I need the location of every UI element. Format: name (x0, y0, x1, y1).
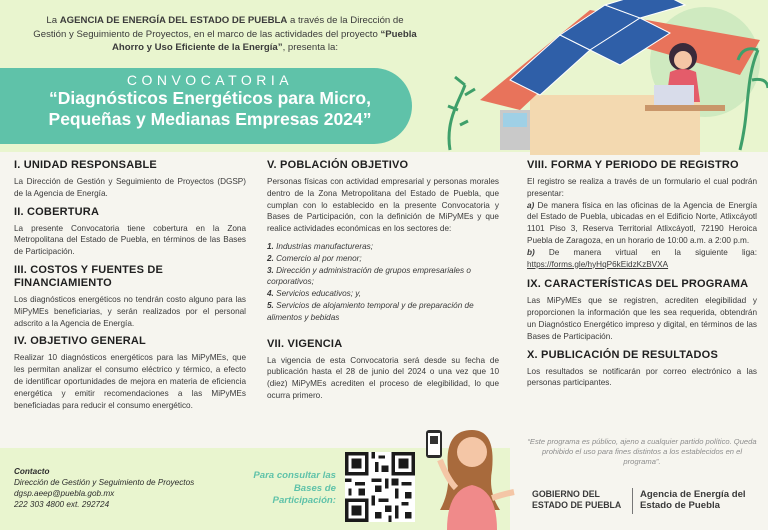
list-item: 2. Comercio al por menor; (267, 253, 362, 263)
section-poblacion-title: V. POBLACIÓN OBJETIVO (267, 159, 409, 171)
contact-department: Dirección de Gestión y Seguimiento de Proyectos (14, 478, 195, 487)
page-title: “Diagnósticos Energéticos para Micro, Pequeñas y Medianas Empresas 2024” (48, 88, 372, 129)
section-resultados-title: X. PUBLICACIÓN DE RESULTADOS (527, 348, 718, 361)
section-costos-text: Los diagnósticos energéticos no tendrán costo alguno para las MiPyMEs beneficiarias, y serán realizados por el personal adscrito a la Agencia de Energía. (14, 294, 246, 328)
contact-heading: Contacto (14, 467, 50, 476)
column-3 (527, 157, 757, 395)
column-1 (14, 157, 246, 417)
list-item: 5. Servicios de alojamiento temporal y de preparación de alimentos y bebidas (267, 300, 474, 322)
section-registro-text: El registro se realiza a través de un formulario el cual podrán presentar: a) De manera física en las oficinas de la Agencia de Energía del Estado de Puebla, ubicadas en el Edificio Norte, Atlixcáyotl 1101 Piso 3, Reserva Territorial Atlixcáyotl, 72190 Heroica Puebla de Zaragoza, en un horario de 10:00 a.m. a 2:00 p.m. b) De manera virtual en la siguiente liga: https://forms.gle/hyHqP6kEidzKzBVXA (527, 177, 757, 269)
column-2 (267, 157, 499, 408)
consult-bases-label: Para consultar las Bases de Participación: (253, 470, 336, 506)
registration-form-link[interactable]: https://forms.gle/hyHqP6kEidzKzBVXA (527, 259, 669, 269)
gobierno-puebla-logo: GOBIERNO DEL ESTADO DE PUEBLA (532, 489, 622, 510)
logo-divider (632, 488, 633, 514)
section-objetivo-text: Realizar 10 diagnósticos energéticos para las MiPyMEs, que les permitan analizar el consumo eléctrico y térmico, a efecto de identificar oportunidades de mejora en materia de eficiencia energética y emitir recomendaciones a las MiPyMEs beneficiadas para reducir el consumo energético. (14, 353, 246, 410)
section-unidad-responsable-title: I. UNIDAD RESPONSABLE (14, 159, 157, 171)
sector-list (267, 241, 499, 324)
section-vigencia-text: La vigencia de esta Convocatoria será desde su fecha de publicación hasta el 28 de junio del 2024 o una vez que 10 (diez) MiPyMEs acrediten el proceso de elegibilidad, lo que ocurra primero. (267, 355, 499, 400)
section-objetivo-title: IV. OBJETIVO GENERAL (14, 335, 146, 348)
section-poblacion-text: Personas físicas con actividad empresarial y personas morales dentro de la Zona Metropolitana del Estado de Puebla, que cumplan con lo establecido en la presente Convocatoria y Bases de Participación, con la definición de MiPyMEs y que realice actividades económicas en los sectores de: (267, 177, 499, 234)
contact-block (14, 466, 254, 510)
section-costos-title: III. COSTOS Y FUENTES DE FINANCIAMIENTO (14, 263, 164, 289)
convocatoria-label: CONVOCATORIA (126, 72, 294, 88)
section-resultados-text: Los resultados se notificarán por correo electrónico a las personas participantes. (527, 366, 757, 388)
woman-with-phone-illustration (422, 410, 522, 530)
list-item: 1. Industrias manufactureras; (267, 241, 374, 251)
section-unidad-responsable-text: La Dirección de Gestión y Seguimiento de Proyectos (DGSP) de la Agencia de Energía. (14, 177, 246, 198)
section-caracteristicas-text: Las MiPyMEs que se registren, acrediten elegibilidad y proporcionen la información que les sea requerida, obtendrán un Diagnóstico Energético impreso y digital, en términos de las Bases de Participación. (527, 296, 757, 341)
intro-text: La AGENCIA DE ENERGÍA DEL ESTADO DE PUEBLA a través de la Dirección de Gestión y Seguimiento de Proyectos, en el marco de las actividades del proyecto “Puebla Ahorro y Uso Eficiente de la Energía”, presenta la: (33, 15, 417, 53)
list-item: 3. Dirección y administración de grupos empresariales o corporativos; (267, 265, 471, 287)
qr-code-icon[interactable] (345, 452, 415, 522)
disclaimer-text: “Este programa es público, ajeno a cualquier partido político. Queda prohibido el uso para fines distintos a los establecidos en el programa”. (527, 437, 757, 466)
contact-email[interactable]: dgsp.aeep@puebla.gob.mx (14, 489, 115, 498)
section-caracteristicas-title: IX. CARACTERÍSTICAS DEL PROGRAMA (527, 278, 749, 291)
agencia-energia-logo: Agencia de Energía del Estado de Puebla (640, 489, 746, 511)
solar-house-illustration (440, 0, 768, 155)
section-cobertura-title: II. COBERTURA (14, 205, 100, 218)
list-item: 4. Servicios educativos; y, (267, 289, 362, 299)
contact-phone: 222 303 4800 ext. 292724 (14, 500, 110, 509)
section-registro-title: VIII. FORMA Y PERIODO DE REGISTRO (527, 159, 739, 171)
section-cobertura-text: La presente Convocatoria tiene cobertura en la Zona Metropolitana del Estado de Puebla, en términos de las Bases de Participación. (14, 223, 246, 257)
section-vigencia-title: VII. VIGENCIA (267, 337, 343, 350)
